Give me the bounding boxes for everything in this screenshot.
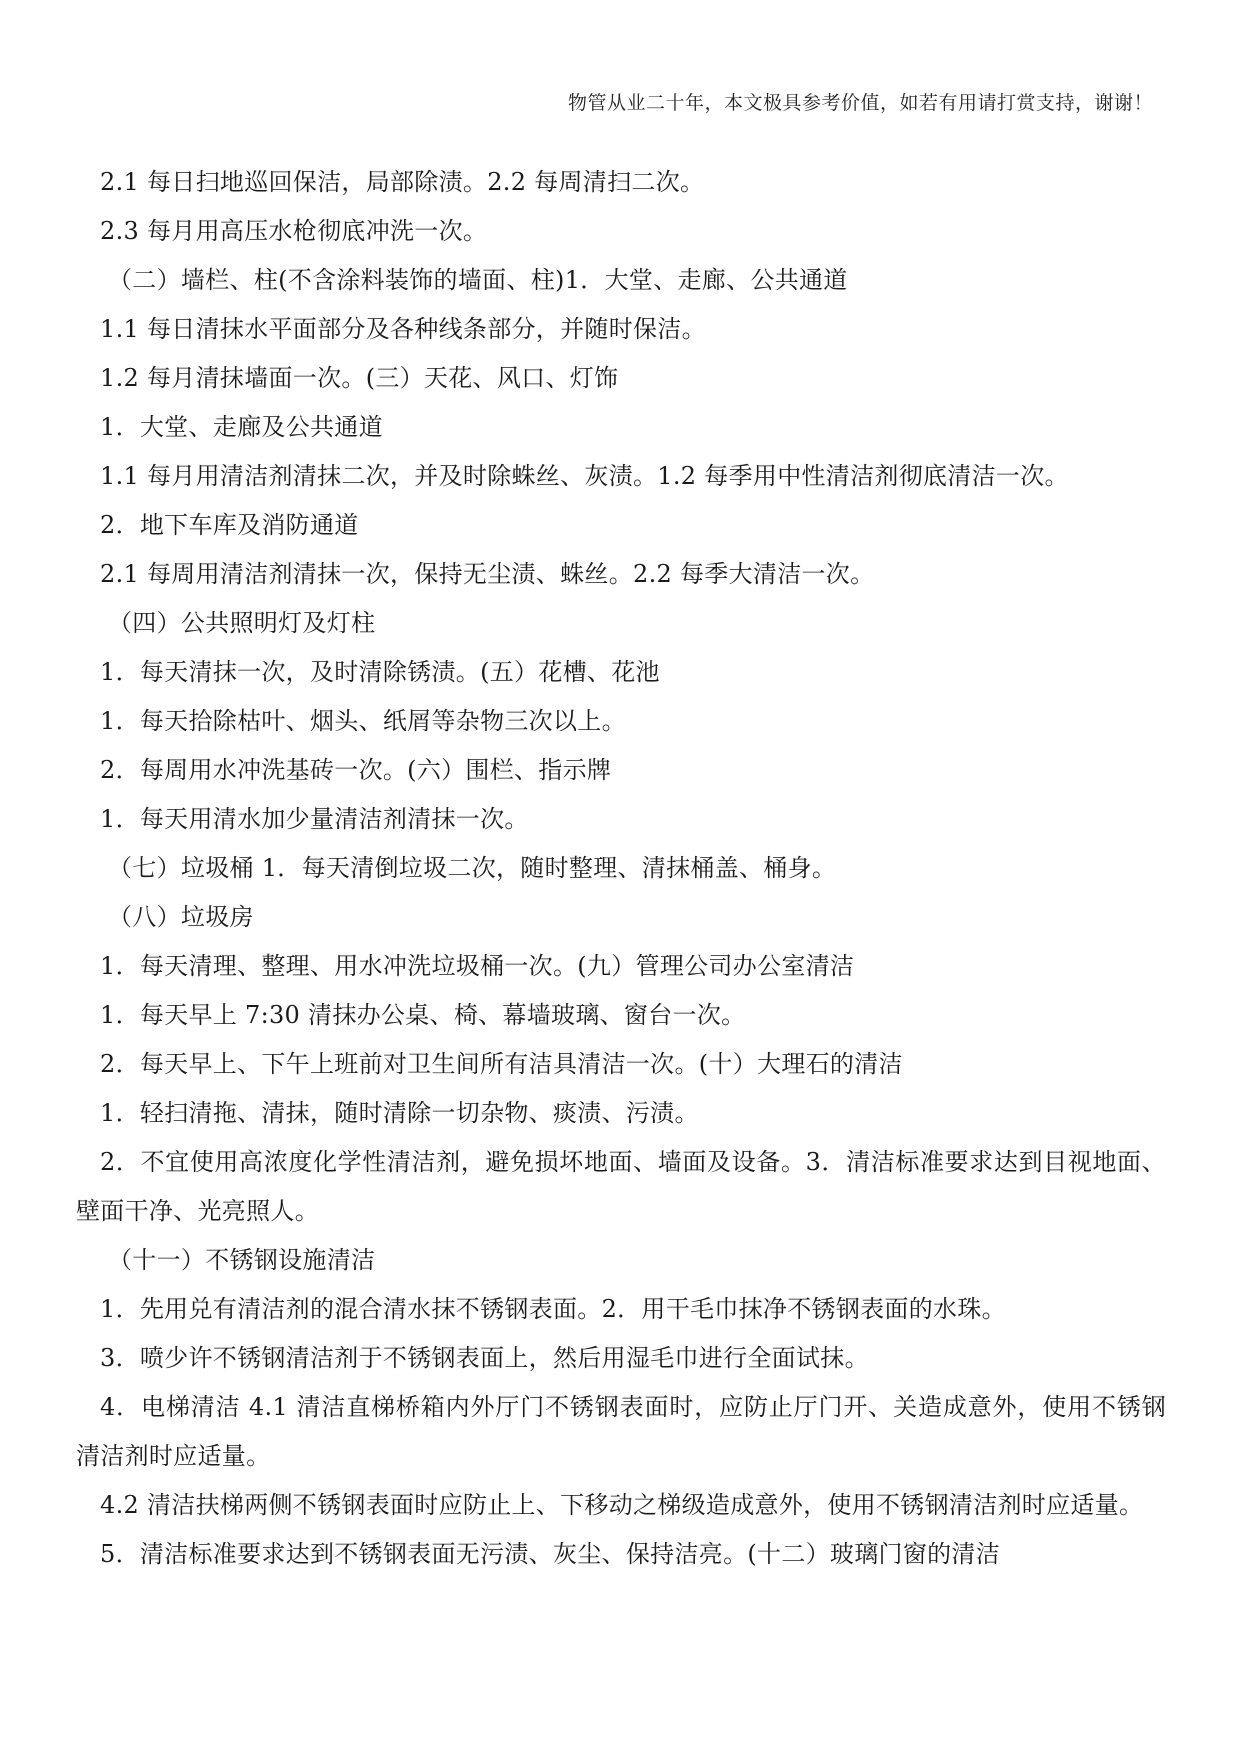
paragraph-line: 1.1 每月用清洁剂清抹二次，并及时除蛛丝、灰渍。1.2 每季用中性清洁剂彻底清洁一次。 <box>100 462 1069 490</box>
paragraph-line: 1.1 每日清抹水平面部分及各种线条部分，并随时保洁。 <box>100 315 706 343</box>
paragraph-line: 2.1 每日扫地巡回保洁，局部除渍。2.2 每周清扫二次。 <box>100 168 705 196</box>
paragraph-line: 1.2 每月清抹墙面一次。(三）天花、风口、灯饰 <box>100 364 619 392</box>
section-heading: （十一）不锈钢设施清洁 <box>108 1246 376 1274</box>
header-note: 物管从业二十年，本文极具参考价值，如若有用请打赏支持，谢谢！ <box>567 92 1153 114</box>
paragraph-line: 4.2 清洁扶梯两侧不锈钢表面时应防止上、下移动之梯级造成意外，使用不锈钢清洁剂时应适量。 <box>100 1491 1144 1519</box>
paragraph-line: 1．每天拾除枯叶、烟头、纸屑等杂物三次以上。 <box>100 707 626 735</box>
paragraph-wrapped: 2．不宜使用高浓度化学性清洁剂，避免损坏地面、墙面及设备。3．清洁标准要求达到目视地面、壁面干净、光亮照人。 <box>76 1148 1166 1225</box>
paragraph-line: 1．每天清理、整理、用水冲洗垃圾桶一次。(九）管理公司办公室清洁 <box>100 952 855 980</box>
paragraph-line: 2．每天早上、下午上班前对卫生间所有洁具清洁一次。(十）大理石的清洁 <box>100 1050 903 1078</box>
paragraph-line: 1．每天早上 7:30 清抹办公桌、椅、幕墙玻璃、窗台一次。 <box>100 1001 746 1029</box>
paragraph-line: 3．喷少许不锈钢清洁剂于不锈钢表面上，然后用湿毛巾进行全面试抹。 <box>100 1344 869 1372</box>
paragraph-line: 2.3 每月用高压水枪彻底冲洗一次。 <box>100 217 488 245</box>
paragraph-line: 5．清洁标准要求达到不锈钢表面无污渍、灰尘、保持洁亮。(十二）玻璃门窗的清洁 <box>100 1540 1001 1568</box>
section-heading: （二）墙栏、柱(不含涂料装饰的墙面、柱)1．大堂、走廊、公共通道 <box>108 266 848 294</box>
paragraph-line: 2．地下车库及消防通道 <box>100 511 359 539</box>
section-heading: （四）公共照明灯及灯柱 <box>108 609 376 637</box>
section-heading: （八）垃圾房 <box>108 903 254 931</box>
paragraph-line: 1．每天用清水加少量清洁剂清抹一次。 <box>100 805 529 833</box>
paragraph-line: 1．大堂、走廊及公共通道 <box>100 413 383 441</box>
paragraph-line: 2．每周用水冲洗基砖一次。(六）围栏、指示牌 <box>100 756 612 784</box>
paragraph-wrapped: 4．电梯清洁 4.1 清洁直梯桥箱内外厅门不锈钢表面时，应防止厅门开、关造成意外，使用不锈钢清洁剂时应适量。 <box>76 1393 1166 1470</box>
paragraph-line: 1．先用兑有清洁剂的混合清水抹不锈钢表面。2．用干毛巾抹净不锈钢表面的水珠。 <box>100 1295 1006 1323</box>
paragraph-line: 1．轻扫清拖、清抹，随时清除一切杂物、痰渍、污渍。 <box>100 1099 699 1127</box>
section-heading: （七）垃圾桶 1．每天清倒垃圾二次，随时整理、清抹桶盖、桶身。 <box>108 854 837 882</box>
paragraph-line: 2.1 每周用清洁剂清抹一次，保持无尘渍、蛛丝。2.2 每季大清洁一次。 <box>100 560 875 588</box>
document-body <box>76 158 1166 1579</box>
paragraph-line: 1．每天清抹一次，及时清除锈渍。(五）花槽、花池 <box>100 658 660 686</box>
